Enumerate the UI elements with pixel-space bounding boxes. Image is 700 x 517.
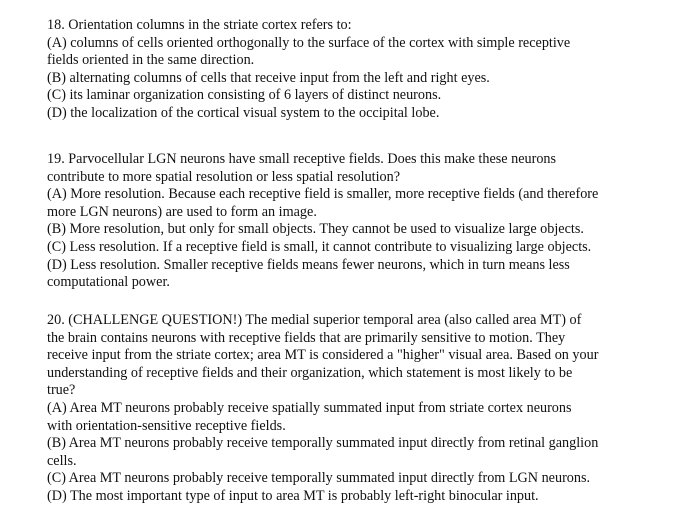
question-20-option-a-line-1: (A) Area MT neurons probably receive spatially summated input from striate cortex neurons <box>47 399 572 416</box>
question-18 <box>47 17 667 123</box>
question-19-prompt-line-1: 19. Parvocellular LGN neurons have small receptive fields. Does this make these neurons <box>47 151 557 167</box>
question-18-option-c: (C) its laminar organization consisting of 6 layers of distinct neurons. <box>47 87 442 104</box>
question-20-option-b-line-1: (B) Area MT neurons probably receive temporally summated input directly from retinal ganglion <box>47 435 599 452</box>
question-20-option-b-line-2: cells. <box>47 452 77 469</box>
question-18-option-a-line-1: (A) columns of cells oriented orthogonally to the surface of the cortex with simple receptive <box>47 34 571 51</box>
question-20-option-d: (D) The most important type of input to area MT is probably left-right binocular input. <box>47 487 539 504</box>
question-19-option-a-line-2: more LGN neurons) are used to form an image. <box>47 203 317 220</box>
question-19-prompt-line-2: contribute to more spatial resolution or less spatial resolution? <box>47 168 401 185</box>
question-20-option-c: (C) Area MT neurons probably receive temporally summated input directly from LGN neurons. <box>47 470 591 487</box>
question-18-option-b: (B) alternating columns of cells that receive input from the left and right eyes. <box>47 69 490 86</box>
question-18-prompt-line: 18. Orientation columns in the striate cortex refers to: <box>47 17 352 33</box>
question-19 <box>47 151 667 292</box>
question-19-option-d-line-1: (D) Less resolution. Smaller receptive fields means fewer neurons, which in turn means less <box>47 256 570 273</box>
question-20-prompt-line-5: true? <box>47 382 76 399</box>
question-20-prompt-line-2: the brain contains neurons with receptive fields that are primarily sensitive to motion. They <box>47 329 566 346</box>
question-20-option-a-line-2: with orientation-sensitive receptive fields. <box>47 417 286 434</box>
question-18-option-d: (D) the localization of the cortical visual system to the occipital lobe. <box>47 104 440 121</box>
question-20-prompt-line-3: receive input from the striate cortex; area MT is considered a "higher" visual area. Based on your <box>47 347 599 364</box>
question-19-option-c: (C) Less resolution. If a receptive field is small, it cannot contribute to visualizing large objects. <box>47 238 592 255</box>
question-19-option-d-line-2: computational power. <box>47 274 170 291</box>
question-20-prompt-line-1: 20. (CHALLENGE QUESTION!) The medial superior temporal area (also called area MT) of <box>47 312 582 328</box>
question-18-option-a-line-2: fields oriented in the same direction. <box>47 52 255 69</box>
question-19-option-b: (B) More resolution, but only for small objects. They cannot be used to visualize large objects. <box>47 221 584 238</box>
question-20-prompt-line-4: understanding of receptive fields and their organization, which statement is most likely to be <box>47 364 573 381</box>
question-20 <box>47 312 667 506</box>
question-19-option-a-line-1: (A) More resolution. Because each receptive field is smaller, more receptive fields (and therefore <box>47 186 599 203</box>
